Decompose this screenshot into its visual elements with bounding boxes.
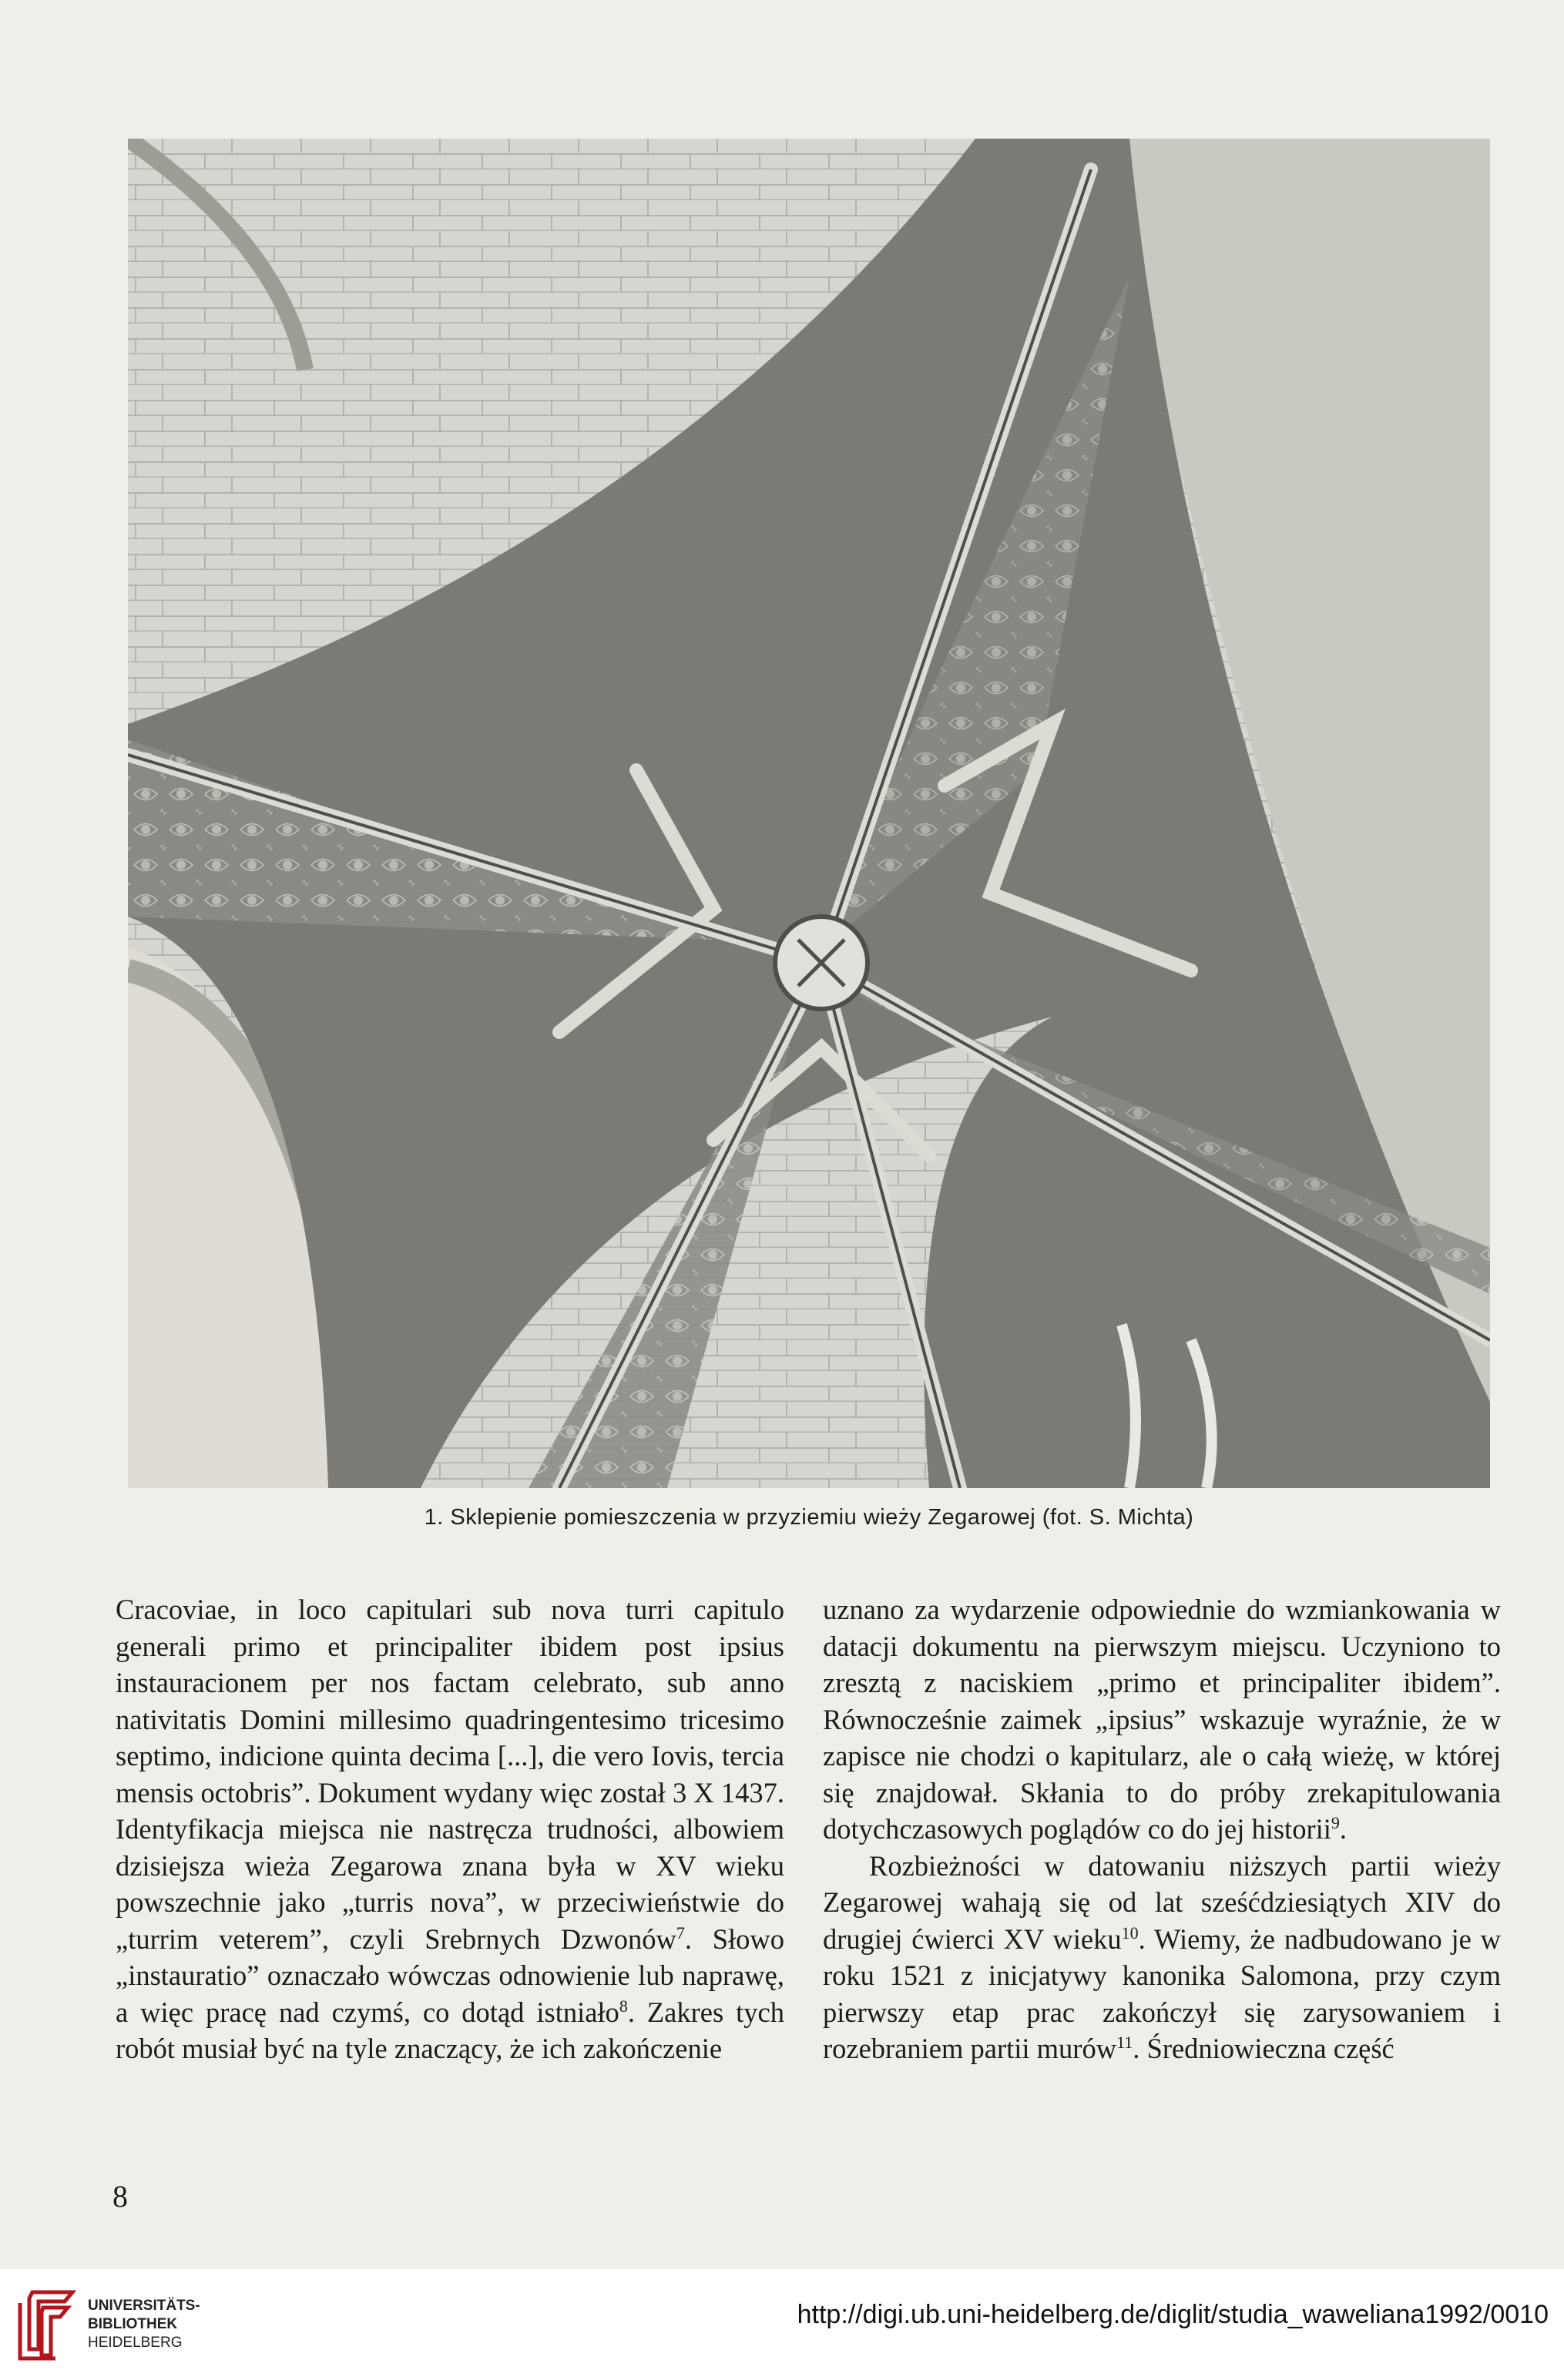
footnote-ref-11: 11 <box>1116 2032 1133 2052</box>
text-column-right <box>823 1591 1501 2067</box>
digitization-footer <box>0 2269 1564 2380</box>
page-number: 8 <box>112 2179 128 2214</box>
library-logo-icon <box>9 2284 80 2365</box>
vault-illustration <box>128 139 1490 1488</box>
paragraph: Cracoviae, in loco capitulari sub nova turri capitulo generali primo et principaliter ibidem post ipsius instauracionem per nos factam celebrato, sub anno nativitatis Domini millesimo quadringentesimo tricesimo septimo, indicione quinta decima [...], die vero Iovis, tercia mensis octobris”. Dokument wydany więc został 3 X 1437. Identyfikacja miejsca nie nastręcza trudności, albowiem dzisiejsza wieża Zegarowa znana była w XV wieku powszechnie jako „turris nova”, w przeciwieństwie do „turrim veterem”, czyli Srebrnych Dzwonów$^7$. Słowo „instauratio” oznaczało wówczas odnowienie lub naprawę, a więc pracę nad czymś, co dotąd istniało$^8$. Zakres tych robót musiał być na tyle znaczący, że ich zakończenie <box>116 1594 784 2064</box>
paragraph: uznano za wydarzenie odpowiednie do wzmiankowania w datacji dokumentu na pierwszym miejscu. Uczyniono to zresztą z naciskiem „primo et principaliter ibidem”. Równocześnie zaimek „ipsius” wskazuje wyraźnie, że w zapisce nie chodzi o kapitularz, ale o całą wieżę, w której się znajdował. Skłania to do próby zrekapitulowania dotychczasowych poglądów co do jej historii$^9$. <box>823 1594 1501 1845</box>
footnote-ref-10: 10 <box>1121 1922 1139 1943</box>
text-column-left <box>116 1591 784 2067</box>
footnote-ref-9: 9 <box>1331 1812 1340 1832</box>
footnote-ref-8: 8 <box>619 1996 628 2016</box>
library-name: UNIVERSITÄTS- BIBLIOTHEK HEIDELBERG <box>88 2298 200 2351</box>
vault-photograph <box>128 139 1490 1488</box>
figure-caption: 1. Sklepienie pomieszczenia w przyziemiu wieży Zegarowej (fot. S. Michta) <box>424 1505 1194 1530</box>
footnote-ref-7: 7 <box>676 1922 685 1943</box>
source-url-link[interactable]: http://digi.ub.uni-heidelberg.de/diglit/studia_waweliana1992/0010 <box>797 2300 1549 2329</box>
paragraph: Rozbieżności w datowaniu niższych partii wieży Zegarowej wahają się od lat sześćdziesiątych XIV do drugiej ćwierci XV wieku$^{10}$. Wiemy, że nadbudowano je w roku 1521 z inicjatywy kanonika Salomona, przy czym pierwszy etap prac zakończył się zarysowaniem i rozebraniem partii murów$^{11}$. Średniowieczna część <box>823 1849 1501 2064</box>
